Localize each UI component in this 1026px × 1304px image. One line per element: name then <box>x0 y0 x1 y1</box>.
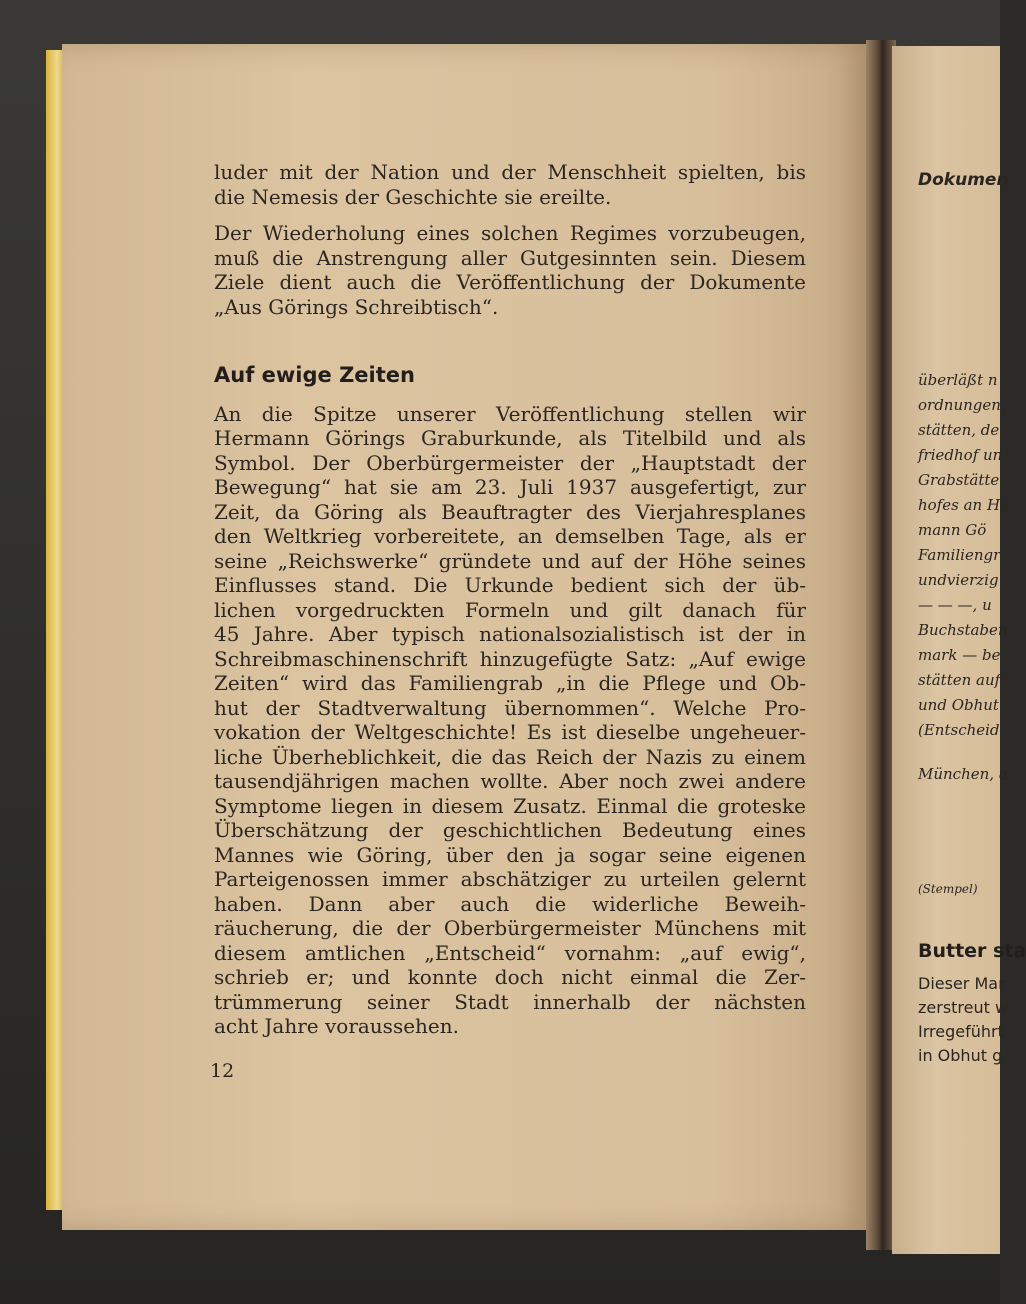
text-line: friedhof un <box>918 446 1003 464</box>
right-page-heading: Butter sta <box>918 940 1026 962</box>
text-line: liche Überheblichkeit, die das Reich der Nazis zu einem <box>214 744 806 769</box>
right-page-stamp: (Stempel) <box>918 882 978 896</box>
text-line: Überschätzung der geschichtlichen Bedeutung eines <box>214 818 806 842</box>
text-line: Schreibmaschinenschrift hinzugefügte Satz: „Auf ewige <box>214 646 806 671</box>
text-line: mann Gö <box>918 521 987 539</box>
text-line: diesem amtlichen „Entscheid“ vornahm: „auf ewig“, <box>214 940 806 965</box>
text-line: hut der Stadtverwaltung übernommen“. Welche Pro- <box>214 695 806 720</box>
text-line: (Entscheid <box>918 721 1000 739</box>
text-line: Einflusses stand. Die Urkunde bedient sich der üb- <box>214 573 806 597</box>
text-line: Bewegung“ hat sie am 23. Juli 1937 ausgefertigt, zur <box>214 475 806 499</box>
text-line: den Weltkrieg vorbereitete, an demselben Tage, als er <box>214 524 806 548</box>
left-page-text <box>214 160 806 1039</box>
right-page-title: Dokumen <box>918 170 1009 190</box>
text-line: die Nemesis der Geschichte sie ereilte. <box>214 184 612 209</box>
text-line: luder mit der Nation und der Menschheit spielten, bis <box>214 160 806 184</box>
text-line: Hermann Görings Graburkunde, als Titelbild und als <box>214 426 806 450</box>
text-line: zerstreut w <box>918 998 1009 1017</box>
section-heading: Auf ewige Zeiten <box>214 363 415 387</box>
section-paragraph <box>214 402 806 1039</box>
text-line: Grabstätte <box>918 471 1000 489</box>
text-line: Irregeführt <box>918 1022 1004 1041</box>
text-line: muß die Anstrengung aller Gutgesinnten sein. Diesem <box>214 245 806 270</box>
text-line: vokation der Weltgeschichte! Es ist dieselbe ungeheuer- <box>214 720 806 744</box>
text-line: tausendjährigen machen wollte. Aber noch zwei andere <box>214 769 806 793</box>
text-line: „Aus Görings Schreibtisch“. <box>214 294 499 319</box>
right-page-lines <box>918 368 1009 743</box>
text-line: Familiengr <box>918 546 1001 564</box>
text-line: hofes an He <box>918 496 1009 514</box>
text-line: undvierzig <box>918 571 999 589</box>
text-line: Mannes wie Göring, über den ja sogar seine eigenen <box>214 842 806 867</box>
paragraph-1 <box>214 160 806 209</box>
page-number: 12 <box>210 1060 235 1082</box>
text-line: Der Wiederholung eines solchen Regimes vorzubeugen, <box>214 221 806 245</box>
text-line: in Obhut g <box>918 1046 1003 1065</box>
text-line: seine „Reichswerke“ gründete und auf der Höhe seines <box>214 548 806 573</box>
text-line: überläßt n <box>918 371 998 389</box>
text-line: lichen vorgedruckten Formeln und gilt danach für <box>214 597 806 622</box>
text-line: Symptome liegen in diesem Zusatz. Einmal die groteske <box>214 793 806 818</box>
text-line: stätten auf <box>918 671 1001 689</box>
text-line: räucherung, die der Oberbürgermeister Münchens mit <box>214 916 806 940</box>
text-line: ordnungen, <box>918 396 1006 414</box>
text-line: trümmerung seiner Stadt innerhalb der nächsten <box>214 989 806 1014</box>
right-page-body <box>918 972 1008 1068</box>
text-line: haben. Dann aber auch die widerliche Beweih- <box>214 891 806 916</box>
paragraph-2 <box>214 221 806 319</box>
text-line: acht Jahre voraussehen. <box>214 1014 459 1038</box>
text-line: Ziele dient auch die Veröffentlichung der Dokumente <box>214 270 806 294</box>
right-page-city: München, a <box>918 765 1008 783</box>
text-line: Dieser Mar <box>918 974 1005 993</box>
text-line: 45 Jahre. Aber typisch nationalsozialistisch ist der in <box>214 622 806 646</box>
text-line: und Obhut <box>918 696 999 714</box>
text-line: Zeit, da Göring als Beauftragter des Vierjahresplanes <box>214 499 806 524</box>
text-line: mark — be <box>918 646 1001 664</box>
text-line: stätten, de <box>918 421 1000 439</box>
text-line: Zeiten“ wird das Familiengrab „in die Pflege und Ob- <box>214 671 806 695</box>
text-line: An die Spitze unserer Veröffentlichung stellen wir <box>214 401 806 426</box>
text-line: schrieb er; und konnte doch nicht einmal die Zer- <box>214 965 806 989</box>
text-line: — — —, u <box>918 596 992 614</box>
text-line: Symbol. Der Oberbürgermeister der „Hauptstadt der <box>214 450 806 475</box>
text-line: Buchstaben <box>918 621 1008 639</box>
text-line: Parteigenossen immer abschätziger zu urteilen gelernt <box>214 867 806 891</box>
